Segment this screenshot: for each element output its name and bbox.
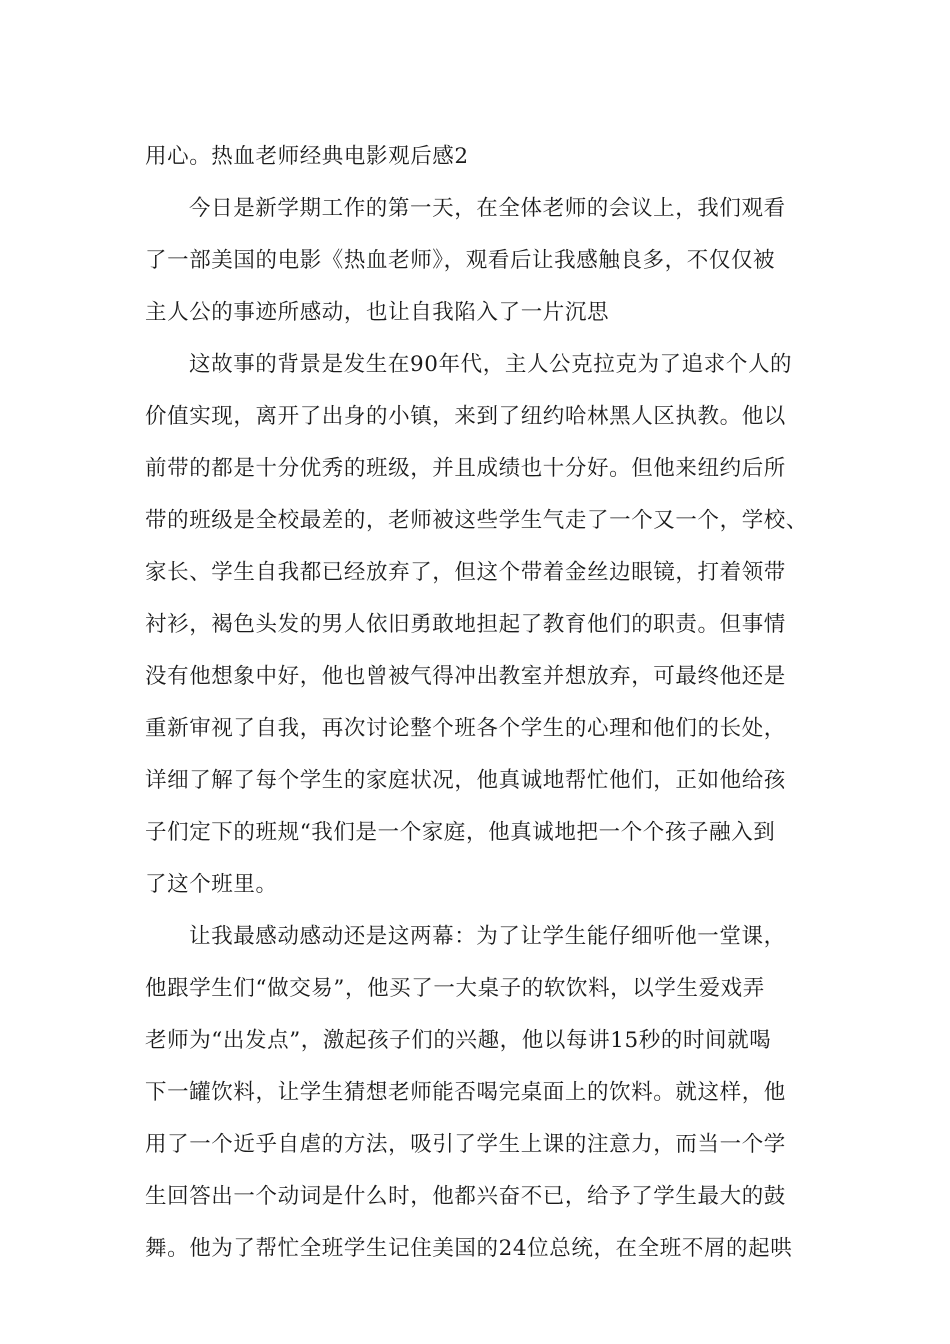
text-line: 生回答出一个动词是什么时，他都兴奋不已，给予了学生最大的鼓 (145, 1184, 786, 1209)
text-line: 了一部美国的电影《热血老师》，观看后让我感触良多，不仅仅被 (145, 248, 776, 273)
text-line: 详细了解了每个学生的家庭状况，他真诚地帮忙他们，正如他给孩 (145, 768, 786, 793)
text-line: 他跟学生们“做交易”，他买了一大桌子的软饮料，以学生爱戏弄 (145, 976, 765, 1001)
text-line: 带的班级是全校最差的，老师被这些学生气走了一个又一个，学校、 (145, 508, 809, 533)
text-line: 下一罐饮料，让学生猜想老师能否喝完桌面上的饮料。就这样，他 (145, 1080, 786, 1105)
text-line: 价值实现，离开了出身的小镇，来到了纽约哈林黑人区执教。他以 (145, 404, 786, 429)
text-line: 衬衫，褐色头发的男人依旧勇敢地担起了教育他们的职责。但事情 (145, 612, 786, 637)
text-line: 老师为“出发点”，激起孩子们的兴趣，他以每讲15秒的时间就喝 (145, 1028, 772, 1053)
paragraph-first-line: 让我最感动感动还是这两幕：为了让学生能仔细听他一堂课， (189, 924, 786, 949)
text-line: 用心。热血老师经典电影观后感2 (145, 144, 469, 169)
text-line: 重新审视了自我，再次讨论整个班各个学生的心理和他们的长处， (145, 716, 786, 741)
text-line: 子们定下的班规“我们是一个家庭，他真诚地把一个个孩子融入到 (145, 820, 776, 845)
document-body (145, 131, 821, 1275)
text-line: 没有他想象中好，他也曾被气得冲出教室并想放弃，可最终他还是 (145, 664, 786, 689)
text-line: 家长、学生自我都已经放弃了，但这个带着金丝边眼镜，打着领带 (145, 560, 786, 585)
paragraph-first-line: 这故事的背景是发生在90年代，主人公克拉克为了追求个人的 (189, 352, 793, 377)
text-line: 前带的都是十分优秀的班级，并且成绩也十分好。但他来纽约后所 (145, 456, 786, 481)
paragraph-first-line: 今日是新学期工作的第一天，在全体老师的会议上，我们观看 (189, 196, 786, 221)
text-line: 舞。他为了帮忙全班学生记住美国的24位总统，在全班不屑的起哄 (145, 1236, 793, 1261)
text-line: 了这个班里。 (145, 872, 278, 897)
text-line: 主人公的事迹所感动，也让自我陷入了一片沉思 (145, 300, 610, 325)
text-line: 用了一个近乎自虐的方法，吸引了学生上课的注意力，而当一个学 (145, 1132, 786, 1157)
